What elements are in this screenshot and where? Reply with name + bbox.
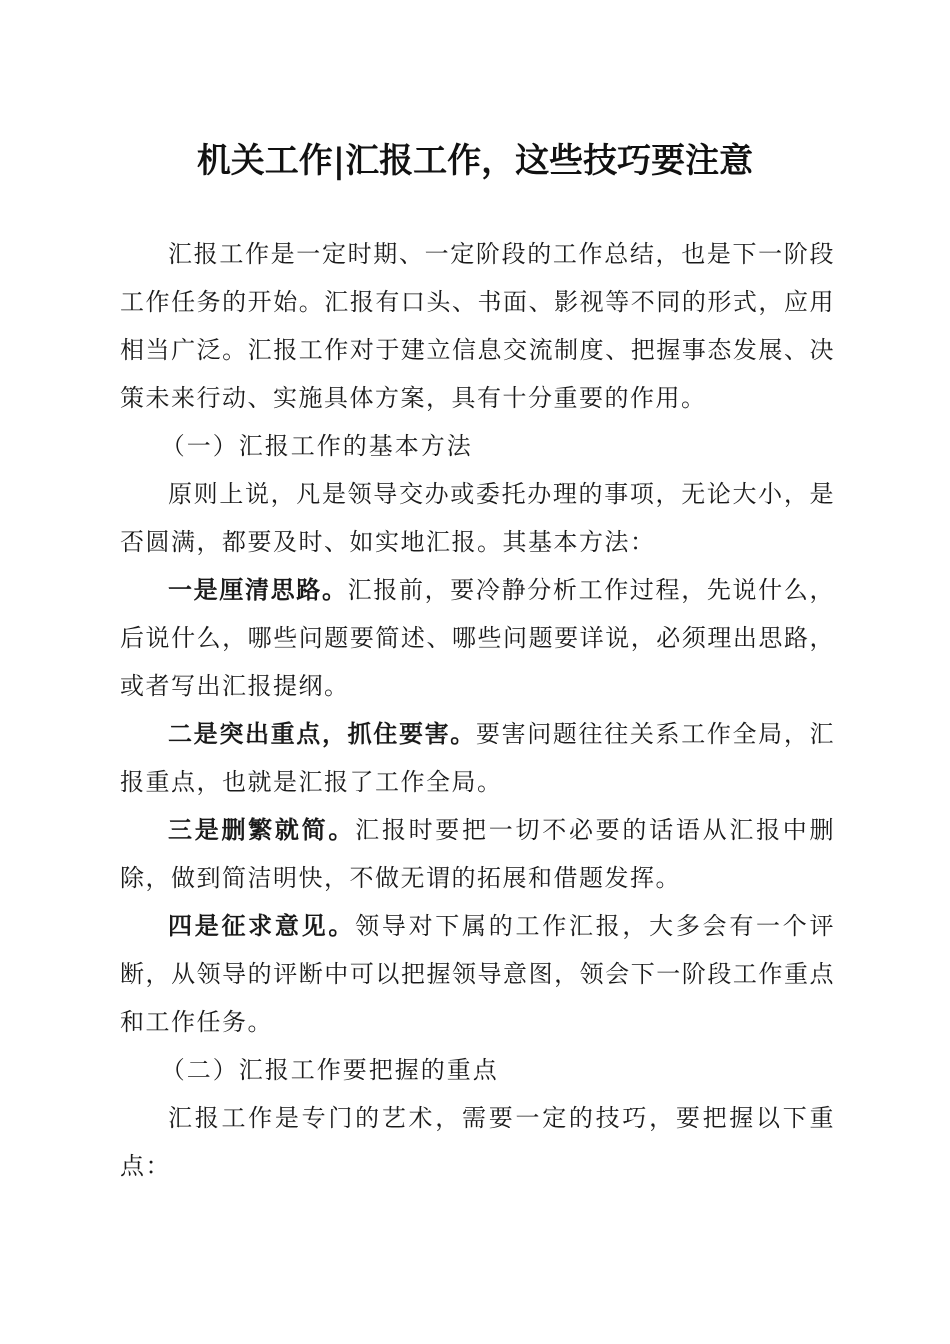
method-2-lead: 二是突出重点，抓住要害。 — [168, 719, 476, 748]
paragraph-method-1 — [120, 566, 835, 710]
paragraph-method-3 — [120, 806, 835, 902]
method-3-lead: 三是删繁就简。 — [168, 815, 356, 844]
method-3-text: 汇报时要把一切不必要的话语从汇报中删除，做到简洁明快，不做无谓的拓展和借题发挥。 — [120, 816, 836, 892]
document-body — [120, 230, 835, 1190]
paragraph-intro: 汇报工作是一定时期、一定阶段的工作总结，也是下一阶段工作任务的开始。汇报有口头、书面、影视等不同的形式，应用相当广泛。汇报工作对于建立信息交流制度、把握事态发展、决策未来行动、实施具体方案，具有十分重要的作用。 — [120, 240, 835, 412]
method-4-text: 领导对下属的工作汇报，大多会有一个评断，从领导的评断中可以把握领导意图，领会下一阶段工作重点和工作任务。 — [120, 912, 836, 1036]
method-2-text: 要害问题往往关系工作全局，汇报重点，也就是汇报了工作全局。 — [120, 720, 836, 796]
paragraph-principle: 原则上说，凡是领导交办或委托办理的事项，无论大小，是否圆满，都要及时、如实地汇报。其基本方法： — [120, 480, 835, 556]
paragraph-key-points: 汇报工作是专门的艺术，需要一定的技巧，要把握以下重点： — [120, 1104, 835, 1180]
document-title: 机关工作|汇报工作，这些技巧要注意 — [196, 141, 754, 181]
method-4-lead: 四是征求意见。 — [168, 911, 356, 940]
method-1-lead: 一是厘清思路。 — [168, 575, 348, 604]
paragraph-method-2 — [120, 710, 835, 806]
method-1-text: 汇报前，要冷静分析工作过程，先说什么，后说什么，哪些问题要简述、哪些问题要详说，必须理出思路，或者写出汇报提纲。 — [120, 576, 836, 700]
section-heading-2: （二）汇报工作要把握的重点 — [160, 1056, 499, 1084]
paragraph-method-4 — [120, 902, 835, 1046]
section-heading-1: （一）汇报工作的基本方法 — [160, 432, 473, 460]
